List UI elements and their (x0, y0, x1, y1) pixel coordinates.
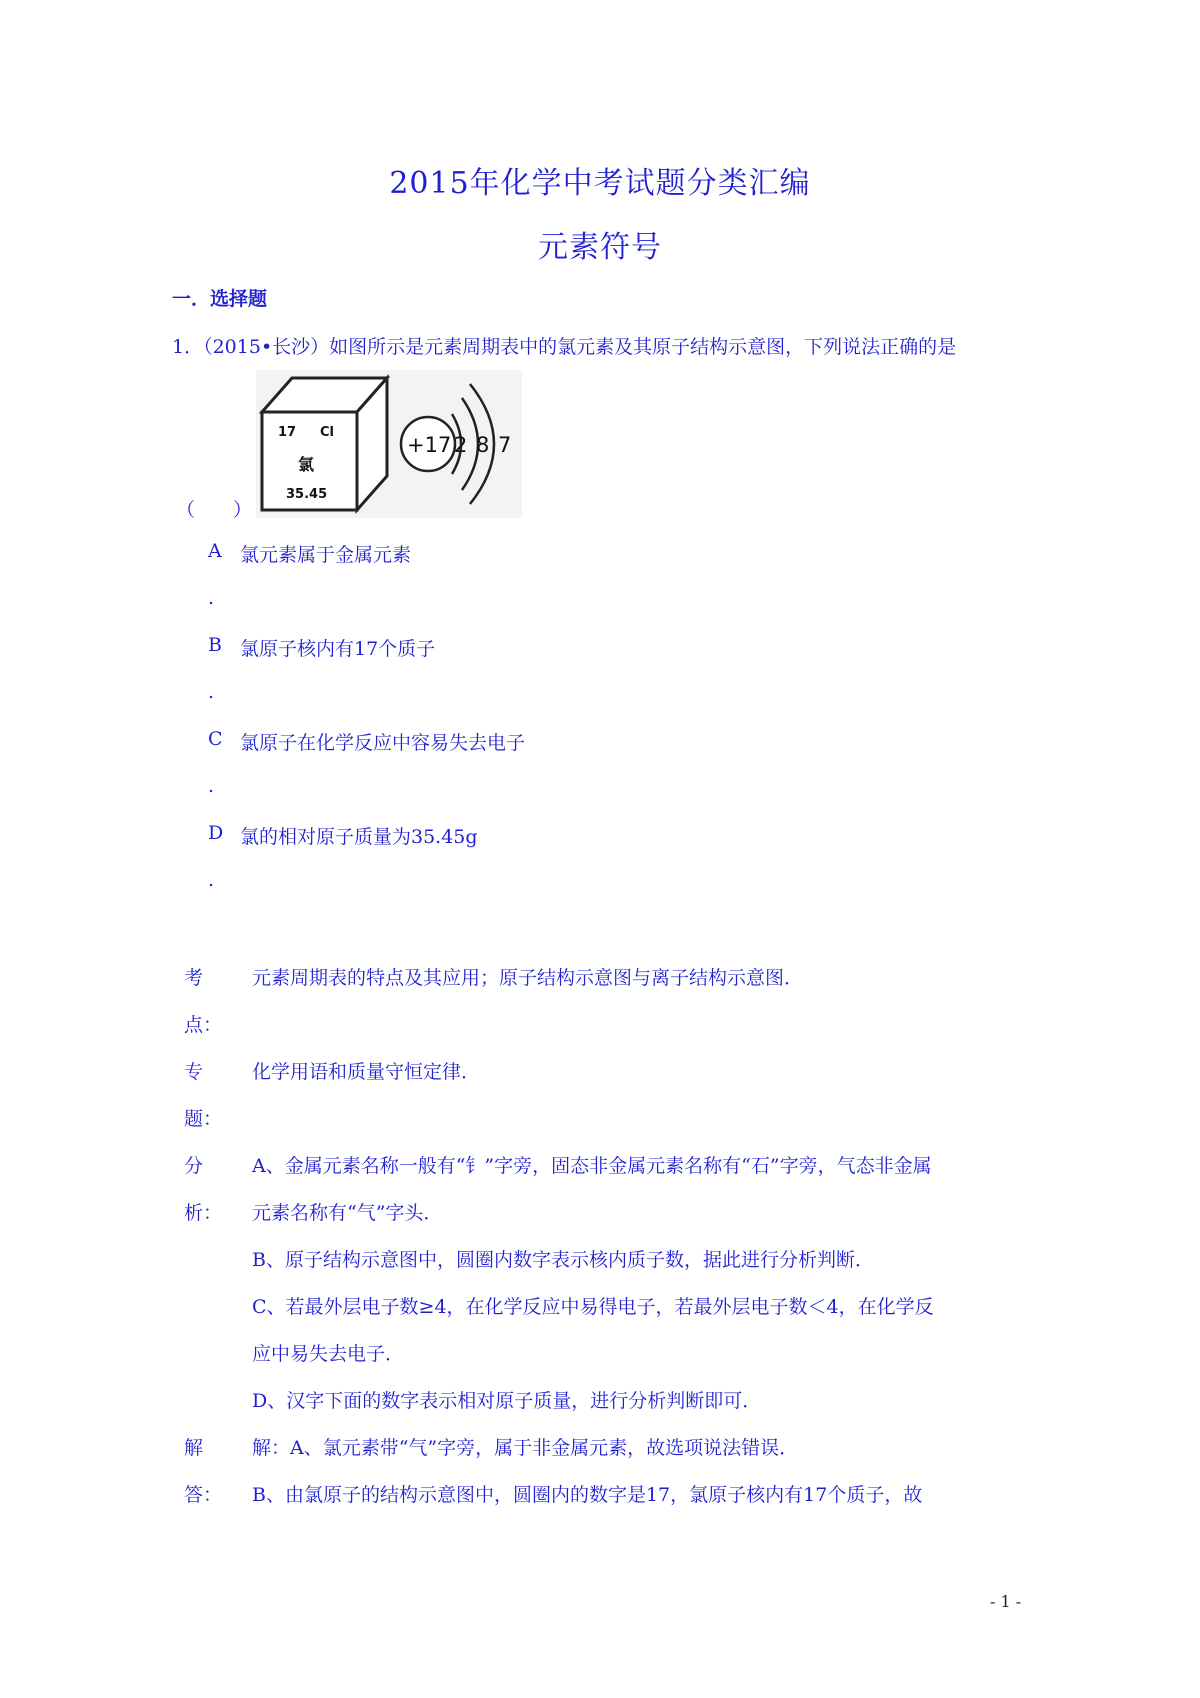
answer-parentheses: （ ） (176, 499, 253, 521)
fenxi-label-2: 析： (184, 1202, 223, 1224)
chlorine-figure-svg (256, 370, 522, 518)
option-text-b: 氯原子核内有17个质子 (240, 638, 436, 660)
option-letter-d: D (208, 822, 224, 844)
jieda-label-2: 答： (184, 1484, 223, 1506)
option-text-d: 氯的相对原子质量为35.45g (240, 826, 478, 848)
page-subtitle: 元素符号 (538, 230, 662, 265)
cell-symbol: Cl (320, 425, 334, 440)
option-dot-d: . (208, 869, 215, 891)
section-heading: 一．选择题 (172, 288, 268, 310)
cell-atomic-number: 17 (278, 425, 297, 440)
nucleus-label: +17 (407, 433, 452, 457)
option-letter-c: C (208, 728, 223, 750)
page-title: 2015年化学中考试题分类汇编 (389, 166, 811, 201)
zhuanti-text: 化学用语和质量守恒定律． (252, 1061, 481, 1083)
fenxi-line-5: 应中易失去电子． (252, 1343, 405, 1365)
page-number: - 1 - (990, 1592, 1022, 1611)
option-text-c: 氯原子在化学反应中容易失去电子 (240, 732, 526, 754)
shell-count-1: 2 (454, 433, 468, 457)
shell-count-2: 8 (476, 433, 490, 457)
option-dot-a: . (208, 587, 215, 609)
option-letter-b: B (208, 634, 222, 656)
zhuanti-label-2: 题： (184, 1108, 223, 1130)
fenxi-line-1: A、金属元素名称一般有“钅”字旁，固态非金属元素名称有“石”字旁，气态非金属 (252, 1155, 932, 1177)
kaodian-text: 元素周期表的特点及其应用；原子结构示意图与离子结构示意图． (252, 967, 804, 989)
cell-name: 氯 (298, 455, 315, 474)
jieda-line-1: 解：A、氯元素带“气”字旁，属于非金属元素，故选项说法错误． (252, 1437, 799, 1459)
option-letter-a: A (208, 540, 222, 562)
option-dot-b: . (208, 681, 215, 703)
zhuanti-label-1: 专 (184, 1061, 204, 1083)
question-stem: 1．（2015•长沙）如图所示是元素周期表中的氯元素及其原子结构示意图，下列说法正确的是 (172, 336, 957, 358)
jieda-label-1: 解 (184, 1437, 204, 1459)
fenxi-line-2: 元素名称有“气”字头． (252, 1202, 443, 1224)
kaodian-label-2: 点： (184, 1014, 223, 1036)
shell-count-3: 7 (498, 433, 512, 457)
option-dot-c: . (208, 775, 215, 797)
fenxi-line-4: C、若最外层电子数≥4，在化学反应中易得电子，若最外层电子数＜4，在化学反 (252, 1296, 934, 1318)
fenxi-label-1: 分 (184, 1155, 204, 1177)
jieda-line-2: B、由氯原子的结构示意图中，圆圈内的数字是17，氯原子核内有17个质子，故 (252, 1484, 923, 1506)
fenxi-line-3: B、原子结构示意图中，圆圈内数字表示核内质子数，据此进行分析判断． (252, 1249, 874, 1271)
fenxi-line-6: D、汉字下面的数字表示相对原子质量，进行分析判断即可． (252, 1390, 762, 1412)
option-text-a: 氯元素属于金属元素 (240, 544, 412, 566)
chlorine-figure (256, 370, 522, 518)
kaodian-label-1: 考 (184, 967, 204, 989)
cell-mass: 35.45 (286, 487, 328, 502)
